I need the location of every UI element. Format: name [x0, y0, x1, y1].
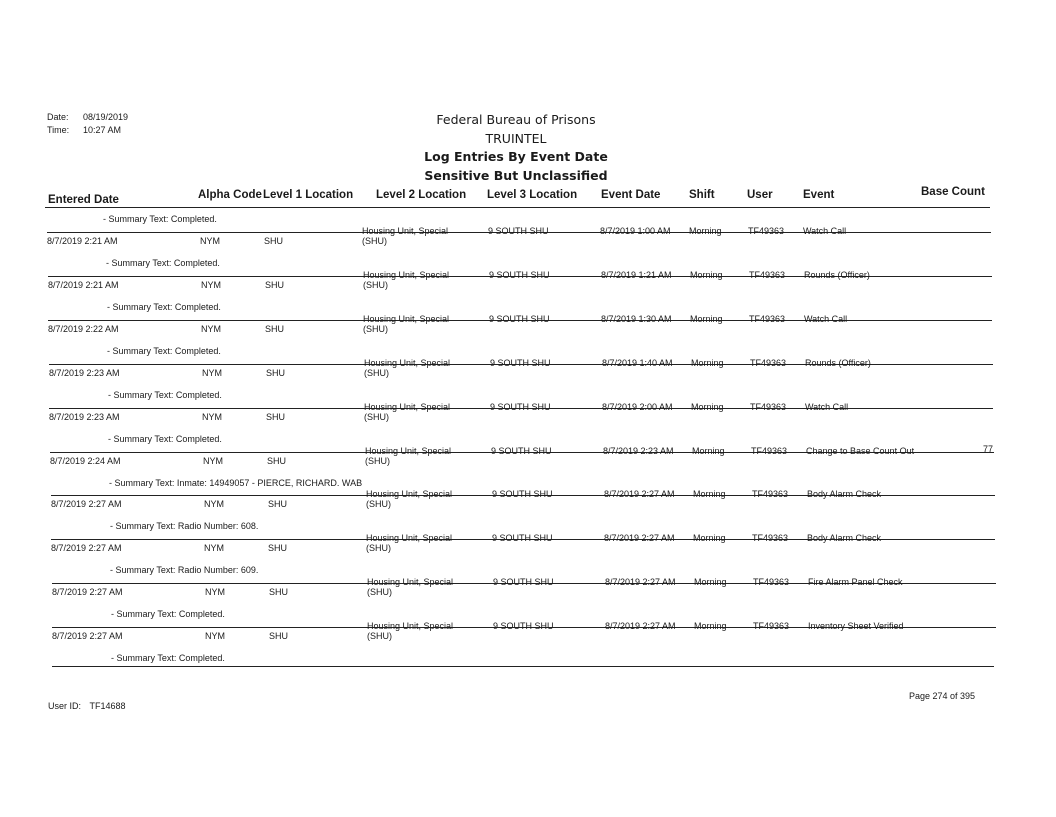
event-cell: Body Alarm Check — [807, 533, 882, 543]
summary-text: - Summary Text: Inmate: 14949057 - PIERCE, RICHARD. WAB — [109, 478, 363, 488]
level3-location-cell: 9 SOUTH SHU — [493, 577, 554, 587]
entered-date-cell: 8/7/2019 2:21 AM — [48, 280, 119, 290]
user-cell: TF49363 — [750, 358, 787, 368]
event-date-cell: 8/7/2019 2:27 AM — [604, 489, 675, 499]
shift-cell: Morning — [689, 226, 722, 236]
entered-date-cell: 8/7/2019 2:21 AM — [47, 236, 118, 246]
alpha-code-cell: NYM — [201, 324, 221, 334]
level1-location-cell: SHU — [265, 280, 285, 290]
header-rule — [45, 207, 990, 208]
alpha-code-cell: NYM — [204, 499, 224, 509]
event-date-cell: 8/7/2019 2:23 AM — [603, 446, 674, 456]
shift-cell: Morning — [692, 446, 725, 456]
event-date-cell: 8/7/2019 2:00 AM — [602, 402, 673, 412]
report-date — [47, 112, 128, 122]
summary-text: - Summary Text: Completed. — [111, 653, 225, 663]
table-row — [0, 619, 1056, 663]
shift-cell: Morning — [693, 533, 726, 543]
event-cell: Watch Call — [803, 226, 847, 236]
level1-location-cell: SHU — [268, 499, 288, 509]
shift-cell: Morning — [694, 577, 727, 587]
event-date-cell: 8/7/2019 1:21 AM — [601, 270, 672, 280]
summary-text: - Summary Text: Completed. — [111, 609, 225, 619]
alpha-code-cell: NYM — [205, 587, 225, 597]
alpha-code-cell: NYM — [204, 543, 224, 553]
entered-date-cell: 8/7/2019 2:27 AM — [51, 543, 122, 553]
user-cell: TF49363 — [753, 577, 790, 587]
report-title-block — [400, 111, 632, 185]
entered-date-cell: 8/7/2019 2:27 AM — [52, 631, 123, 641]
user-cell: TF49363 — [752, 533, 789, 543]
level2-location-cell: Housing Unit, Special (SHU) — [367, 621, 454, 641]
agency-name: Federal Bureau of Prisons — [436, 112, 596, 127]
col-base-count: Base Count — [921, 186, 985, 198]
shift-cell: Morning — [690, 314, 723, 324]
table-row — [0, 575, 1056, 619]
shift-cell: Morning — [694, 621, 727, 631]
event-date-cell: 8/7/2019 1:30 AM — [601, 314, 672, 324]
alpha-code-cell: NYM — [201, 280, 221, 290]
table-row — [0, 356, 1056, 400]
level1-location-cell: SHU — [266, 412, 286, 422]
level1-location-cell: SHU — [269, 631, 289, 641]
col-level2-location: Level 2 Location — [376, 189, 467, 201]
level1-location-cell: SHU — [268, 543, 288, 553]
shift-cell: Morning — [693, 489, 726, 499]
alpha-code-cell: NYM — [203, 456, 223, 466]
entered-date-cell: 8/7/2019 2:24 AM — [50, 456, 121, 466]
col-level1-location: Level 1 Location — [263, 189, 354, 201]
level3-location-cell: 9 SOUTH SHU — [489, 314, 550, 324]
level3-location-cell: 9 SOUTH SHU — [493, 621, 554, 631]
event-cell: Change to Base Count Out — [806, 446, 915, 456]
event-date-cell: 8/7/2019 2:27 AM — [605, 621, 676, 631]
level2-location-cell: Housing Unit, Special (SHU) — [362, 226, 449, 246]
entered-date-cell: 8/7/2019 2:22 AM — [48, 324, 119, 334]
table-row — [0, 444, 1056, 488]
summary-text: - Summary Text: Completed. — [107, 302, 221, 312]
event-date-cell: 8/7/2019 2:27 AM — [604, 533, 675, 543]
summary-text: - Summary Text: Completed. — [108, 434, 222, 444]
col-event: Event — [803, 189, 835, 201]
entered-date-cell: 8/7/2019 2:23 AM — [49, 368, 120, 378]
event-cell: Watch Call — [804, 314, 848, 324]
base-count-cell: 77 — [983, 444, 994, 454]
summary-text: - Summary Text: Radio Number: 609. — [110, 565, 259, 575]
entered-date-cell: 8/7/2019 2:23 AM — [49, 412, 120, 422]
table-row — [0, 487, 1056, 531]
entered-date-cell: 8/7/2019 2:27 AM — [51, 499, 122, 509]
shift-cell: Morning — [691, 358, 724, 368]
level3-location-cell: 9 SOUTH SHU — [490, 358, 551, 368]
event-cell: Watch Call — [805, 402, 849, 412]
level1-location-cell: SHU — [264, 236, 284, 246]
col-level3-location: Level 3 Location — [487, 189, 578, 201]
event-cell: Inventory Sheet Verified — [808, 621, 904, 631]
level3-location-cell: 9 SOUTH SHU — [491, 446, 552, 456]
col-event-date: Event Date — [601, 189, 661, 201]
user-cell: TF49363 — [752, 489, 789, 499]
level2-location-cell: Housing Unit, Special (SHU) — [364, 358, 451, 378]
time-label: Time: — [47, 125, 70, 135]
user-cell: TF49363 — [748, 226, 785, 236]
table-row — [0, 531, 1056, 575]
summary-text: - Summary Text: Completed. — [106, 258, 220, 268]
date-label: Date: — [47, 112, 69, 122]
alpha-code-cell: NYM — [202, 412, 222, 422]
alpha-code-cell: NYM — [205, 631, 225, 641]
level2-location-cell: Housing Unit, Special (SHU) — [366, 533, 453, 553]
event-date-cell: 8/7/2019 1:00 AM — [600, 226, 671, 236]
user-cell: TF49363 — [749, 270, 786, 280]
level2-location-cell: Housing Unit, Special (SHU) — [365, 446, 452, 466]
user-cell: TF49363 — [750, 402, 787, 412]
col-user: User — [747, 189, 773, 201]
table-row — [0, 224, 1056, 268]
page-number: Page 274 of 395 — [909, 691, 976, 701]
event-date-cell: 8/7/2019 2:27 AM — [605, 577, 676, 587]
level1-location-cell: SHU — [269, 587, 289, 597]
level3-location-cell: 9 SOUTH SHU — [490, 402, 551, 412]
event-date-cell: 8/7/2019 1:40 AM — [602, 358, 673, 368]
event-cell: Fire Alarm Panel Check — [808, 577, 903, 587]
system-name: TRUINTEL — [485, 130, 547, 146]
shift-cell: Morning — [691, 402, 724, 412]
summary-text: - Summary Text: Radio Number: 608. — [110, 521, 259, 531]
user-id-value: TF14688 — [89, 701, 126, 711]
level3-location-cell: 9 SOUTH SHU — [492, 489, 553, 499]
summary-text: - Summary Text: Completed. — [107, 346, 221, 356]
table-row — [0, 400, 1056, 444]
user-cell: TF49363 — [749, 314, 786, 324]
level2-location-cell: Housing Unit, Special (SHU) — [366, 489, 453, 509]
classification-label: Sensitive But Unclassified — [424, 167, 608, 183]
time-value: 10:27 AM — [83, 125, 122, 135]
level1-location-cell: SHU — [267, 456, 287, 466]
col-entered-date: Entered Date — [48, 194, 119, 206]
alpha-code-cell: NYM — [200, 236, 220, 246]
report-time — [47, 125, 121, 135]
user-id-label: User ID: — [48, 701, 82, 711]
footer-user-id — [48, 701, 126, 711]
col-alpha-code: Alpha Code — [198, 189, 262, 201]
event-cell: Rounds (Officer) — [805, 358, 871, 368]
table-row — [0, 312, 1056, 356]
user-cell: TF49363 — [753, 621, 790, 631]
entered-date-cell: 8/7/2019 2:27 AM — [52, 587, 123, 597]
shift-cell: Morning — [690, 270, 723, 280]
level1-location-cell: SHU — [265, 324, 285, 334]
summary-text: - Summary Text: Completed. — [103, 214, 217, 224]
level3-location-cell: 9 SOUTH SHU — [492, 533, 553, 543]
user-cell: TF49363 — [751, 446, 788, 456]
date-value: 08/19/2019 — [83, 112, 129, 122]
table-row — [0, 268, 1056, 312]
level3-location-cell: 9 SOUTH SHU — [488, 226, 549, 236]
level2-location-cell: Housing Unit, Special (SHU) — [364, 402, 451, 422]
table-end-rule — [52, 666, 994, 667]
level3-location-cell: 9 SOUTH SHU — [489, 270, 550, 280]
level2-location-cell: Housing Unit, Special (SHU) — [363, 270, 450, 290]
level1-location-cell: SHU — [266, 368, 286, 378]
level2-location-cell: Housing Unit, Special (SHU) — [363, 314, 450, 334]
level2-location-cell: Housing Unit, Special (SHU) — [367, 577, 454, 597]
report-title: Log Entries By Event Date — [424, 149, 608, 164]
alpha-code-cell: NYM — [202, 368, 222, 378]
col-shift: Shift — [689, 189, 715, 201]
event-cell: Rounds (Officer) — [804, 270, 870, 280]
summary-text: - Summary Text: Completed. — [108, 390, 222, 400]
event-cell: Body Alarm Check — [807, 489, 882, 499]
